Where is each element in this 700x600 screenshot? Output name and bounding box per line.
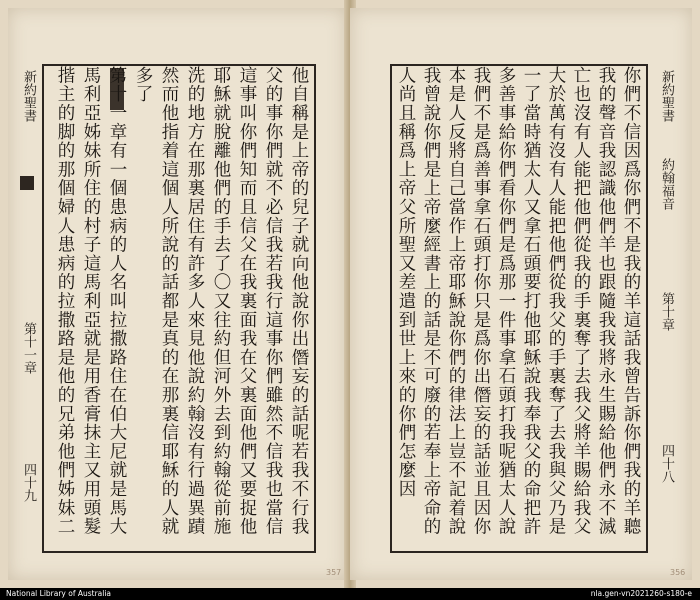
left-column-1: 他自稱是上帝的兒子就向他說你出僭妄的話呢若我不行我 [289,66,309,536]
footer-bar [0,588,700,600]
left-column-9: 馬利亞姊妹所住的村子這馬利亞就是用香膏抹主又用頭髮 [81,66,101,536]
right-column-1: 你們不信因爲你們不是我的羊這話我曾告訴你們我的羊聽 [621,66,641,536]
left-column-7: 多了 [133,66,153,104]
right-text-frame [390,64,648,553]
right-column-9: 我曾說你們是上帝麼經書上的話是不可廢的若奉上帝命的 [421,66,441,536]
right-column-5: 一了當時猶太人又拿石頭要打他耶穌說我奉我父的命把許 [521,66,541,536]
left-column-10: 揩主的脚的那個婦人患病的拉撒路是他的兄弟他們姊妹二 [55,66,75,536]
right-chapter-label: 第十章 [659,292,674,331]
left-text-frame [42,64,316,553]
right-page [350,8,692,580]
right-page-number: 四十八 [659,444,674,483]
left-column-4: 耶穌就脫離他們的手去了〇又往約但河外去到約翰從前施 [211,66,231,536]
left-column-6: 然而他指着這個人所說的話都是真的在那裏信耶穌的人就 [159,66,179,536]
right-column-7: 我們不是爲善事拿石頭打你只是爲你出僭妄的話並且因你 [471,66,491,536]
left-column-2: 父的事你們就不必信我若我行這事你們雖然不信我也當信 [263,66,283,536]
left-chapter-label: 第十一章 [21,322,36,374]
left-column-5: 洗的地方在那裏居住有許多人來見他說約翰沒有行過異蹟 [185,66,205,536]
pencil-mark-left: 357 [326,568,342,577]
pencil-mark-right: 356 [670,568,686,577]
right-column-4: 大於萬有沒有人能把他們從我父的手裏奪了去我與父乃是 [546,66,566,536]
right-column-8: 本是人反將自己當作上帝耶穌說你們的律法上豈不記着說 [446,66,466,536]
left-ornament [20,176,34,190]
left-column-3: 這事叫你們知而且信父在我裏面我在父裏面他們又要捉他 [237,66,257,536]
left-page-title: 新約聖書 [21,70,36,122]
right-column-2: 我的聲音我認識他們羊也跟隨我我將永生賜給他們永不滅 [596,66,616,536]
footer-source: National Library of Australia [6,589,112,598]
right-column-6: 多善事給你們看你們是爲那一件事拿石頭打我呢猶太人說 [496,66,516,536]
right-book-title: 約翰福音 [659,158,674,210]
right-page-title: 新約聖書 [659,70,674,122]
left-page-number: 四十九 [21,463,36,502]
footer-identifier: nla.gen-vn2021260-s180-e [590,589,692,598]
right-column-3: 亡也沒有人能把他們從我的手裏奪了去我父將羊賜給我父 [571,66,591,536]
left-page [8,8,346,580]
left-column-8: 第十一章有一個患病的人名叫拉撒路住在伯大尼就是馬大 [107,66,127,536]
right-column-10: 人尚且稱爲上帝父所聖又差遣到世上來的你們怎麼因 [396,66,416,499]
